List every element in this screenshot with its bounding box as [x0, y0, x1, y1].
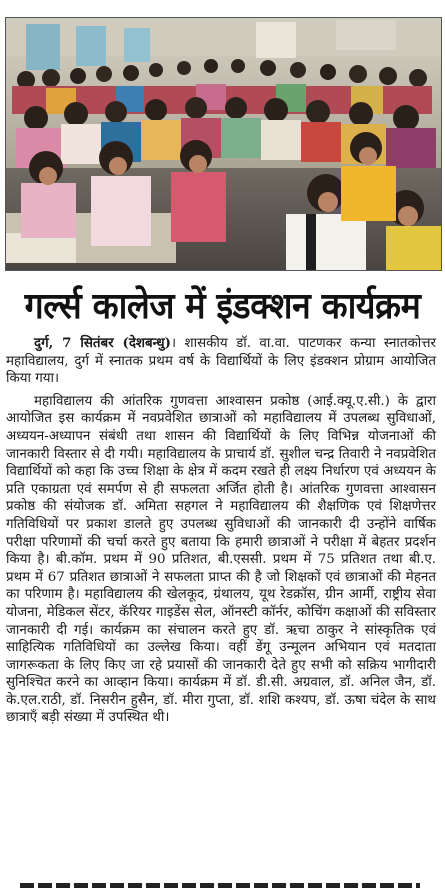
- news-photo-classroom-audience: [5, 17, 442, 271]
- photo-illustration: [6, 18, 441, 270]
- article-body: [6, 335, 436, 727]
- article-paragraph-main: महाविद्यालय की आंतरिक गुणवत्ता आश्वासन प्रकोष्ठ (आई.क्यू.ए.सी.) के द्वारा आयोजित इस कार्यक्रम में नवप्रवेशित छात्राओं को महाविद्यालय में उपलब्ध सुविधाओं, अध्ययन-अध्यापन संबंधी तथा शासन की विद्यार्थियों के लिए विभिन्न योजनाओं की जानकारी विस्तार से दी गयी। महाविद्यालय के प्राचार्य डॉ. सुशील चन्द्र तिवारी ने नवप्रवेशित विद्यार्थियों को कहा कि उच्च शिक्षा के क्षेत्र में कदम रखते ही लक्ष्य निर्धारण एवं अध्ययन के प्रति एकाग्रता एवं समर्पण से ही सफलता अर्जित होती है। आंतरिक गुणवत्ता आश्वासन प्रकोष्ठ की संयोजक डॉ. अमिता सहगल ने महाविद्यालय की शैक्षणिक एवं शिक्षणेत्तर गतिविधियों पर प्रकाश डालते हुए उपलब्ध सुविधाओं की जानकारी दी उन्होंने वार्षिक परीक्षा परिणामों की चर्चा करते हुए बताया कि हमारी छात्राओं ने परीक्षा में बेहतर प्रदर्शन किया है। बी.कॉम. प्रथम में 90 प्रतिशत, बी.एससी. प्रथम में 75 प्रतिशत तथा बी.ए. प्रथम में 67 प्रतिशत छात्राओं ने सफलता प्राप्त की है जो शिक्षकों एवं छात्राओं की मेहनत का परिणाम है। महाविद्यालय की खेलकूद, ग्रंथालय, यूथ रेडक्रॉस, ग्रीन आर्मी, राष्ट्रीय सेवा योजना, मेडिकल सेंटर, कॅरियर गाइडेंस सेल, ऑनस्टी कॉर्नर, कोचिंग कक्षाओं की सविस्तार जानकारी दी गई। कार्यक्रम का संचालन करते हुए डॉ. ऋचा ठाकुर ने सांस्कृतिक एवं साहित्यिक गतिविधियों का उल्लेख किया। वहीं डेंगू उन्मूलन अभियान एवं मतदाता जागरूकता के लिए किए जा रहे प्रयासों की जानकारी देते हुए सभी को सक्रिय भागीदारी सुनिश्चित करने का आव्हान किया। कार्यक्रम में डॉ. डी.सी. अग्रवाल, डॉ. अनिल जैन, डॉ. के.एल.राठी, डॉ. निसरीन हुसैन, डॉ. मीरा गुप्ता, डॉ. शशि कश्यप, डॉ. ऊषा चंदेल के साथ छात्राएँ बड़ी संख्या में उपस्थित थी।: [6, 393, 436, 726]
- dateline: दुर्ग, 7 सितंबर (देशबन्धु): [34, 335, 171, 351]
- article-paragraph-lead: [6, 335, 436, 388]
- next-headline-cutoff: [20, 876, 420, 888]
- headline: गर्ल्स कालेज में इंडक्शन कार्यक्रम: [24, 286, 421, 327]
- lead-text: । शासकीय डॉ. वा.वा. पाटणकर कन्या स्नातकोत्तर महाविद्यालय, दुर्ग में स्नातक प्रथम वर्ष के विद्यार्थियों के लिए इंडक्शन प्रोग्राम आयोजित किया गया।: [6, 336, 436, 387]
